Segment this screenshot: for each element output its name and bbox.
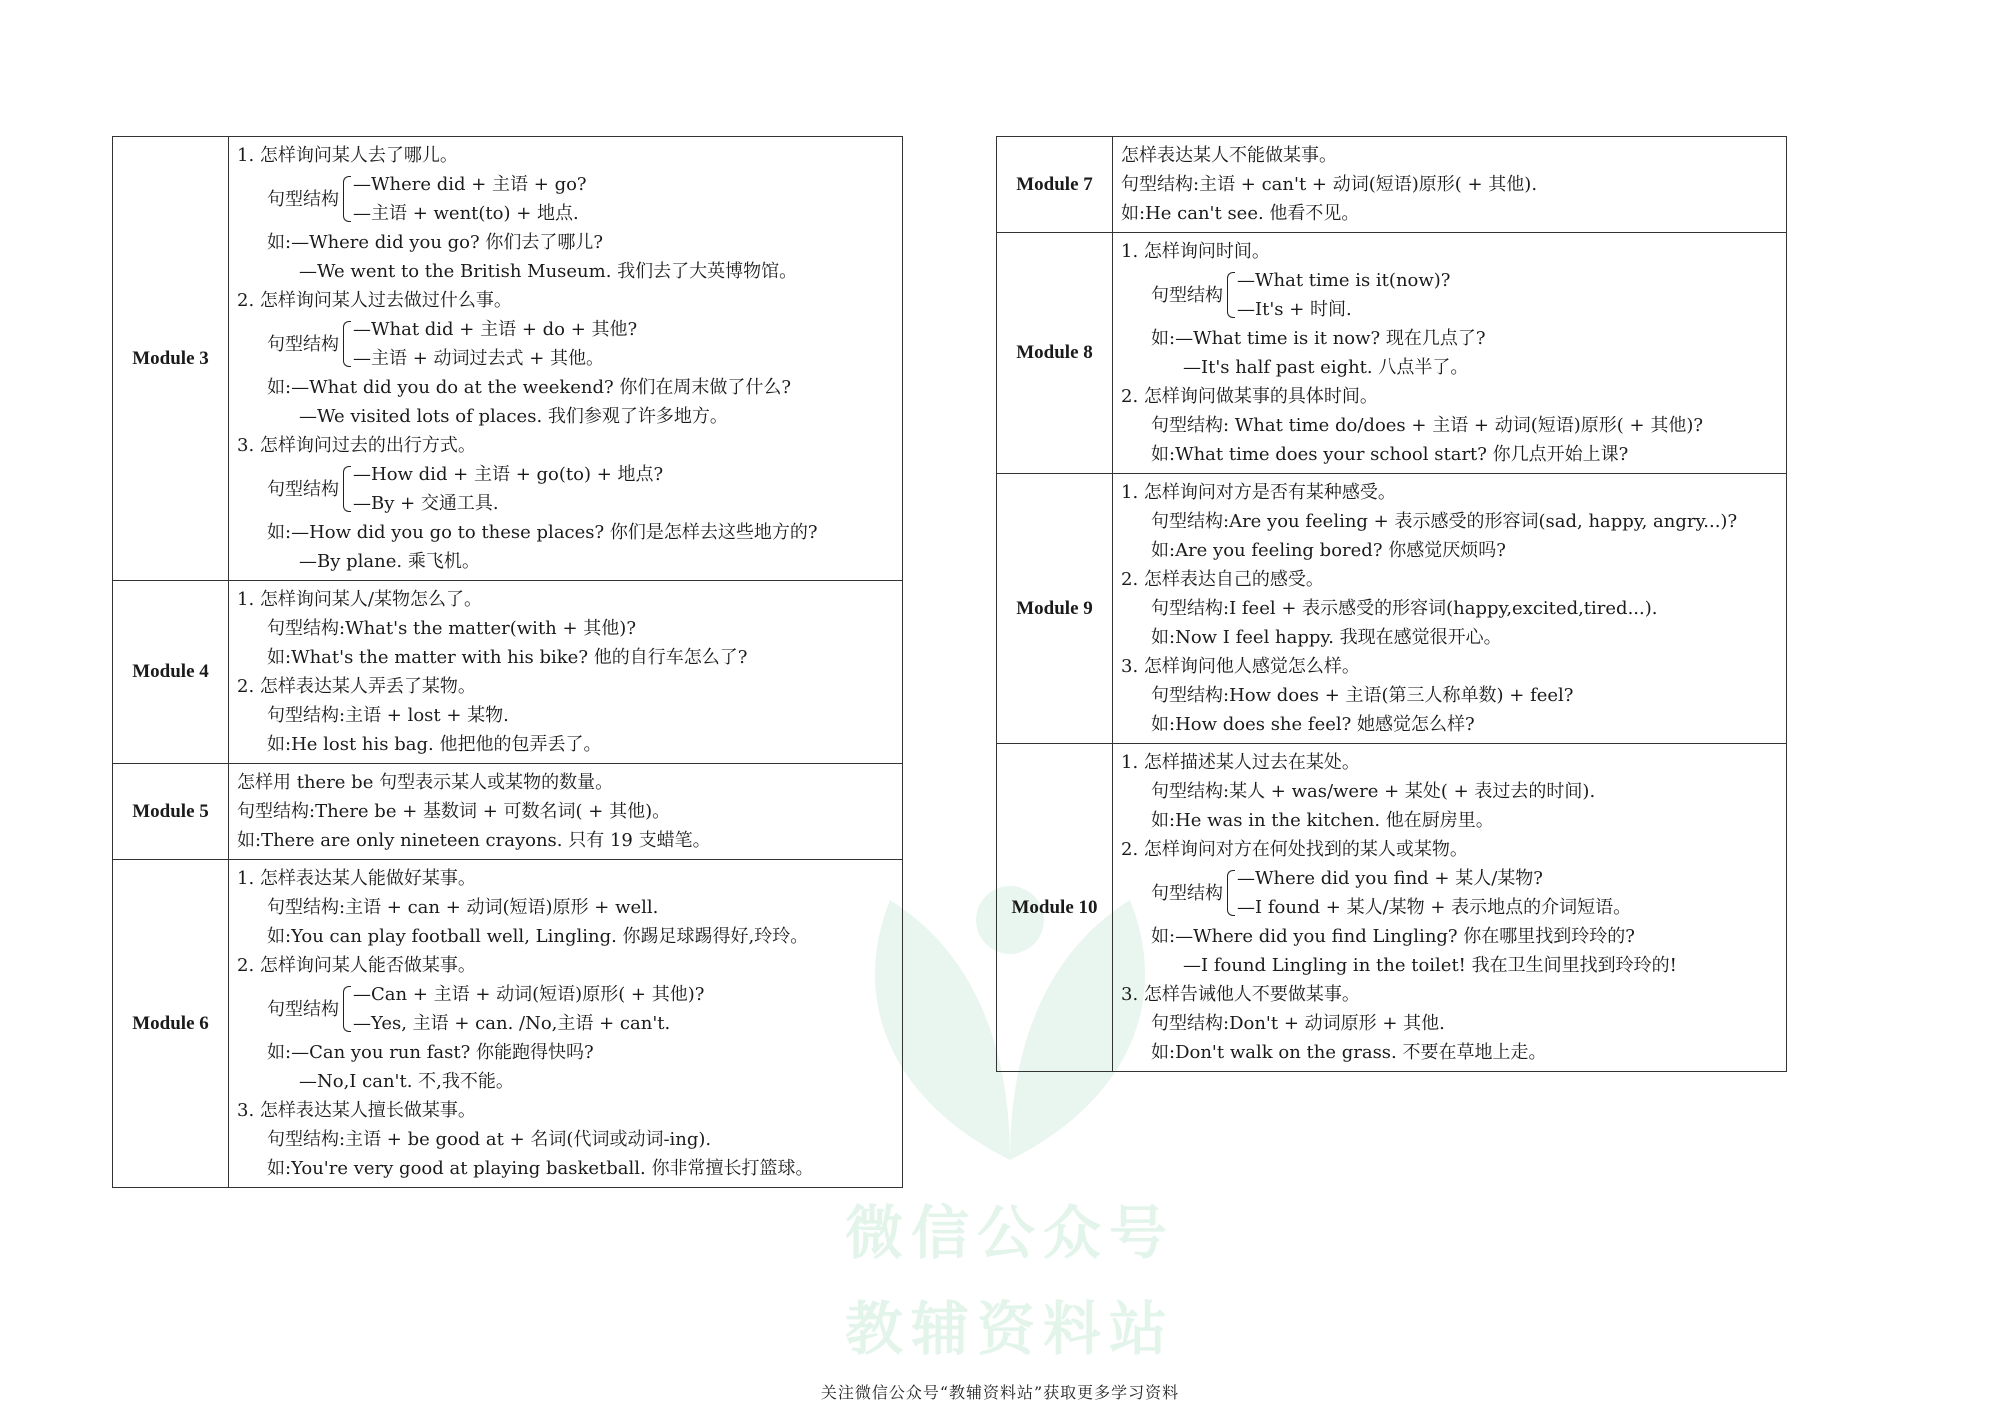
content-line: 2. 怎样询问做某事的具体时间。 [1121, 386, 1378, 407]
brace-icon [1227, 870, 1235, 916]
module-content [1113, 233, 1787, 474]
footer-note: 关注微信公众号“教辅资料站”获取更多学习资料 [820, 1383, 1180, 1402]
content-line: —It's half past eight. 八点半了。 [1183, 357, 1469, 378]
content-line: 如:What time does your school start? 你几点开始上课? [1151, 444, 1629, 465]
content-line: 1. 怎样询问某人/某物怎么了。 [237, 589, 482, 610]
content-line: 句型结构:I feel + 表示感受的形容词(happy,excited,tired...). [1151, 598, 1658, 619]
content-line: 如:What's the matter with his bike? 他的自行车怎么了? [267, 647, 748, 668]
content-line: —We went to the British Museum. 我们去了大英博物馆。 [299, 261, 798, 282]
module-label: Module 4 [113, 581, 229, 764]
pattern-label: 句型结构 [1151, 284, 1223, 306]
pattern-line: —主语 + went(to) + 地点. [353, 203, 579, 224]
sentence-pattern [237, 980, 896, 1038]
content-line: —We visited lots of places. 我们参观了许多地方。 [299, 406, 728, 427]
module-label: Module 9 [997, 474, 1113, 744]
content-line: 句型结构:Don't + 动词原形 + 其他. [1151, 1013, 1445, 1034]
pattern-label: 句型结构 [267, 998, 339, 1020]
content-line: 2. 怎样询问对方在何处找到的某人或某物。 [1121, 839, 1468, 860]
sentence-pattern [237, 315, 896, 373]
content-line: 1. 怎样表达某人能做好某事。 [237, 868, 476, 889]
content-line: 如:You can play football well, Lingling. 你踢足球踢得好,玲玲。 [267, 926, 809, 947]
brace-icon [343, 986, 351, 1032]
content-line: 如:—What did you do at the weekend? 你们在周末做了什么? [267, 377, 792, 398]
content-line: 如:—Where did you go? 你们去了哪儿? [267, 232, 604, 253]
brace-icon [343, 176, 351, 222]
pattern-label: 句型结构 [1151, 882, 1223, 904]
content-line: 1. 怎样描述某人过去在某处。 [1121, 752, 1360, 773]
content-line: 句型结构:主语 + can't + 动词(短语)原形( + 其他). [1121, 174, 1538, 195]
module-row [997, 137, 1787, 233]
pattern-line: —Can + 主语 + 动词(短语)原形( + 其他)? [353, 984, 705, 1005]
module-row [113, 860, 903, 1188]
module-row [997, 233, 1787, 474]
pattern-line: —What time is it(now)? [1237, 270, 1451, 291]
content-line: 句型结构:There be + 基数词 + 可数名词( + 其他)。 [237, 801, 671, 822]
sentence-pattern [237, 460, 896, 518]
content-line: 如:—Where did you find Lingling? 你在哪里找到玲玲的? [1151, 926, 1635, 947]
content-line: 句型结构:主语 + be good at + 名词(代词或动词-ing). [267, 1129, 712, 1150]
content-line: 句型结构:某人 + was/were + 某处( + 表过去的时间). [1151, 781, 1596, 802]
module-content [229, 860, 903, 1188]
content-line: 如:He lost his bag. 他把他的包弄丢了。 [267, 734, 602, 755]
module-row [113, 581, 903, 764]
module-row [113, 137, 903, 581]
pattern-line: —How did + 主语 + go(to) + 地点? [353, 464, 664, 485]
content-line: 如:Don't walk on the grass. 不要在草地上走。 [1151, 1042, 1547, 1063]
content-line: 如:How does she feel? 她感觉怎么样? [1151, 714, 1475, 735]
pattern-line: —What did + 主语 + do + 其他? [353, 319, 638, 340]
content-line: 2. 怎样表达某人弄丢了某物。 [237, 676, 476, 697]
content-line: 句型结构:What's the matter(with + 其他)? [267, 618, 636, 639]
pattern-line: —主语 + 动词过去式 + 其他。 [353, 348, 605, 369]
module-row [997, 744, 1787, 1072]
module-content [229, 764, 903, 860]
pattern-line: —I found + 某人/某物 + 表示地点的介词短语。 [1237, 897, 1632, 918]
content-line: —No,I can't. 不,我不能。 [299, 1071, 514, 1092]
sentence-pattern [237, 170, 896, 228]
module-content [1113, 137, 1787, 233]
module-label: Module 8 [997, 233, 1113, 474]
content-line: 如:He was in the kitchen. 他在厨房里。 [1151, 810, 1494, 831]
content-line: 如:He can't see. 他看不见。 [1121, 203, 1360, 224]
module-content [229, 581, 903, 764]
pattern-label: 句型结构 [267, 478, 339, 500]
content-line: 2. 怎样询问某人能否做某事。 [237, 955, 476, 976]
content-line: 句型结构: What time do/does + 主语 + 动词(短语)原形( + 其他)? [1151, 415, 1703, 436]
sentence-pattern [1121, 864, 1780, 922]
pattern-line: —Yes, 主语 + can. /No,主语 + can't. [353, 1013, 671, 1034]
module-label: Module 5 [113, 764, 229, 860]
brace-icon [343, 466, 351, 512]
module-label: Module 10 [997, 744, 1113, 1072]
pattern-label: 句型结构 [267, 188, 339, 210]
content-line: 1. 怎样询问某人去了哪儿。 [237, 145, 458, 166]
content-line: 3. 怎样询问过去的出行方式。 [237, 435, 476, 456]
content-line: 句型结构:主语 + can + 动词(短语)原形 + well. [267, 897, 659, 918]
pattern-label: 句型结构 [267, 333, 339, 355]
content-line: 2. 怎样询问某人过去做过什么事。 [237, 290, 512, 311]
content-line: 句型结构:主语 + lost + 某物. [267, 705, 509, 726]
content-line: 如:Now I feel happy. 我现在感觉很开心。 [1151, 627, 1502, 648]
pattern-line: —By + 交通工具. [353, 493, 499, 514]
module-label: Module 6 [113, 860, 229, 1188]
content-line: 如:—What time is it now? 现在几点了? [1151, 328, 1486, 349]
content-line: —I found Lingling in the toilet! 我在卫生间里找到玲玲的! [1183, 955, 1677, 976]
pattern-line: —Where did + 主语 + go? [353, 174, 587, 195]
left-summary-table [112, 136, 903, 1188]
content-line: 1. 怎样询问对方是否有某种感受。 [1121, 482, 1396, 503]
module-label: Module 3 [113, 137, 229, 581]
sentence-pattern [1121, 266, 1780, 324]
content-line: 句型结构:How does + 主语(第三人称单数) + feel? [1151, 685, 1574, 706]
content-line: 1. 怎样询问时间。 [1121, 241, 1270, 262]
watermark-text: 微信公众号 教辅资料站 [844, 1199, 1175, 1363]
content-line: 如:There are only nineteen crayons. 只有 19 支蜡笔。 [237, 830, 711, 851]
module-row [113, 764, 903, 860]
brace-icon [1227, 272, 1235, 318]
content-line: 句型结构:Are you feeling + 表示感受的形容词(sad, happy, angry...)? [1151, 511, 1738, 532]
module-label: Module 7 [997, 137, 1113, 233]
brace-icon [343, 321, 351, 367]
content-line: 3. 怎样询问他人感觉怎么样。 [1121, 656, 1360, 677]
content-line: 如:You're very good at playing basketball. 你非常擅长打篮球。 [267, 1158, 814, 1179]
module-content [1113, 474, 1787, 744]
right-summary-table [996, 136, 1787, 1072]
content-line: 如:—How did you go to these places? 你们是怎样去这些地方的? [267, 522, 818, 543]
module-content [1113, 744, 1787, 1072]
content-line: 怎样表达某人不能做某事。 [1121, 145, 1337, 166]
module-content [229, 137, 903, 581]
content-line: 怎样用 there be 句型表示某人或某物的数量。 [237, 772, 614, 793]
content-line: 3. 怎样告诫他人不要做某事。 [1121, 984, 1360, 1005]
module-row [997, 474, 1787, 744]
content-line: 如:Are you feeling bored? 你感觉厌烦吗? [1151, 540, 1506, 561]
content-line: 3. 怎样表达某人擅长做某事。 [237, 1100, 476, 1121]
content-line: 2. 怎样表达自己的感受。 [1121, 569, 1324, 590]
pattern-line: —Where did you find + 某人/某物? [1237, 868, 1543, 889]
content-line: —By plane. 乘飞机。 [299, 551, 480, 572]
content-line: 如:—Can you run fast? 你能跑得快吗? [267, 1042, 594, 1063]
pattern-line: —It's + 时间. [1237, 299, 1352, 320]
